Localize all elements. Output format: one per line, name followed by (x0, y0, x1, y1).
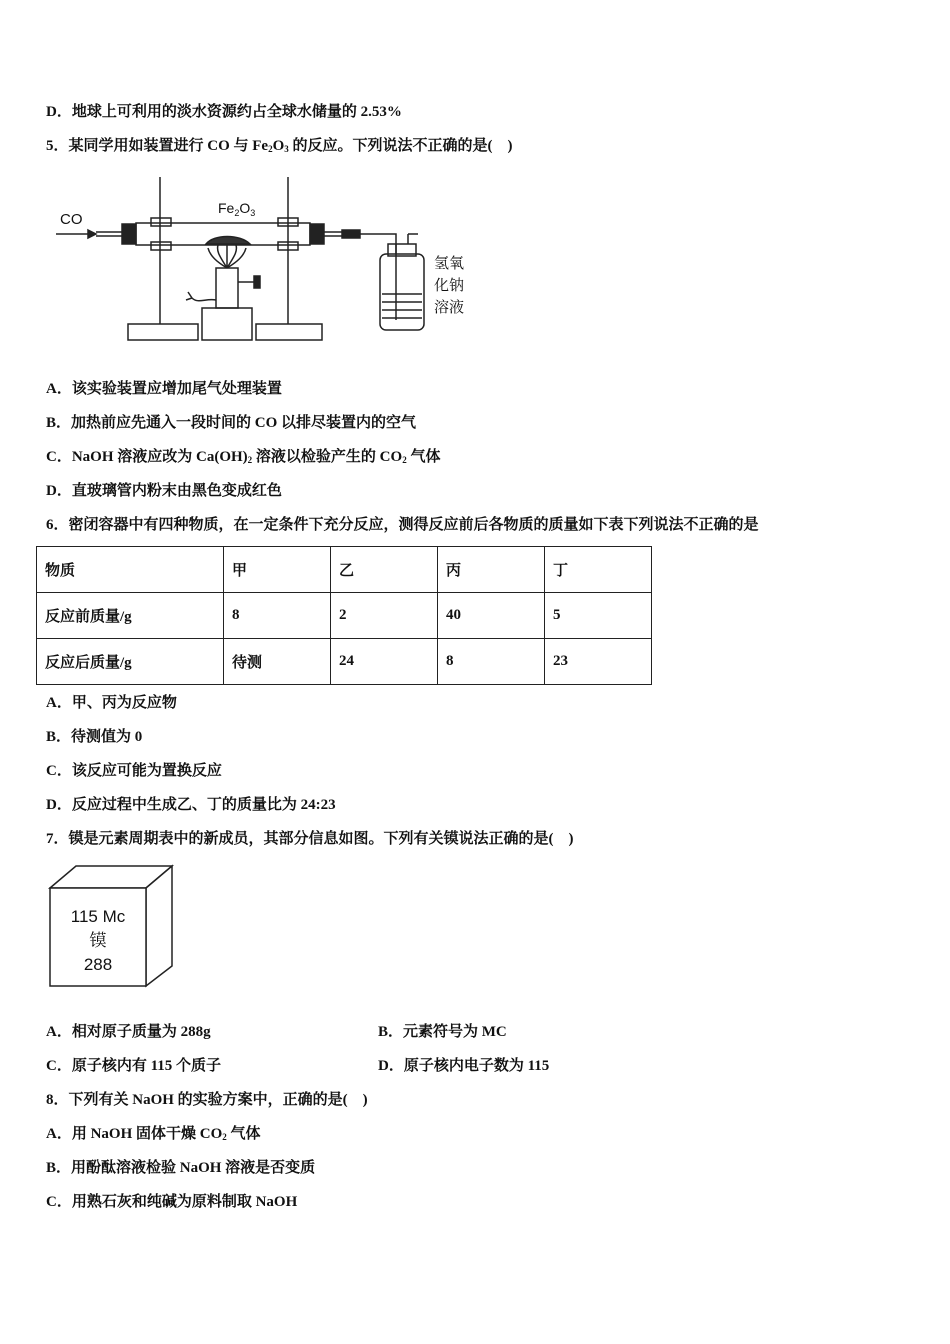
table-cell: 2 (331, 593, 438, 639)
q5-option-c-sub: 2 (402, 455, 407, 465)
q6-stem: 6．密闭容器中有四种物质，在一定条件下充分反应，测得反应前后各物质的质量如下表下列说法不正确的是 (46, 517, 759, 533)
table-cell: 待测 (224, 639, 331, 685)
q5-option-d: D．直玻璃管内粉末由黑色变成红色 (46, 483, 282, 499)
q5-stem-sub: 3 (284, 144, 289, 154)
right-stopper (310, 224, 324, 244)
table-cell: 丙 (438, 547, 545, 593)
q5-option-c-part: 气体 (406, 449, 441, 465)
q5-stem-part: 的反应。下列说法不正确的是( ) (288, 138, 513, 154)
element-mass: 288 (83, 955, 113, 974)
label-fe-sub: 2 (234, 208, 240, 218)
q8-option-a-sub: 2 (222, 1132, 227, 1142)
q5-option-b: B．加热前应先通入一段时间的 CO 以排尽装置内的空气 (46, 415, 417, 431)
table-cell: 反应前质量/g (37, 593, 224, 639)
table-cell: 5 (545, 593, 652, 639)
q5-stem-part: O (272, 138, 285, 154)
q8-option-a-part: A．用 NaOH 固体干燥 CO (46, 1126, 223, 1142)
q5-option-c-part: 溶液以检验产生的 CO (252, 449, 403, 465)
q5-option-c-part: C．NaOH 溶液应改为 Ca(OH) (46, 449, 248, 465)
q8-option-b: B．用酚酞溶液检验 NaOH 溶液是否变质 (46, 1160, 316, 1176)
left-stand-base (128, 324, 198, 340)
bottle-label-line1: 氢氧 (434, 255, 465, 272)
q5-stem (46, 136, 513, 159)
table-cell: 反应后质量/g (37, 639, 224, 685)
arrow-head (88, 230, 96, 238)
q6-option-c: C．该反应可能为置换反应 (46, 763, 222, 779)
q7-option-b: B．元素符号为 MC (378, 1024, 507, 1040)
q5-option-c-sub: 2 (247, 455, 253, 465)
table-cell: 8 (438, 639, 545, 685)
label-o: O (239, 200, 251, 216)
label-o-sub: 3 (250, 208, 256, 218)
label-fe2o3 (218, 200, 255, 218)
label-co: CO (60, 211, 83, 228)
q8-option-a-part: 气体 (226, 1126, 261, 1142)
burner-base (202, 308, 252, 340)
left-stopper (122, 224, 136, 244)
cube-side (146, 866, 172, 986)
label-fe: Fe (218, 200, 235, 216)
q5-option-c (46, 447, 440, 470)
table-cell: 丁 (545, 547, 652, 593)
table-cell: 乙 (331, 547, 438, 593)
table-cell: 40 (438, 593, 545, 639)
element-card-figure (46, 862, 176, 990)
q7-option-a: A．相对原子质量为 288g (46, 1024, 211, 1040)
table-cell: 23 (545, 639, 652, 685)
table-row (37, 639, 652, 685)
q8-option-a (46, 1124, 261, 1147)
q5-stem-part: 5．某同学用如装置进行 CO 与 Fe (46, 138, 269, 154)
q8-option-c: C．用熟石灰和纯碱为原料制取 NaOH (46, 1194, 298, 1210)
q6-option-b: B．待测值为 0 (46, 729, 143, 745)
q7-stem: 7．镆是元素周期表中的新成员，其部分信息如图。下列有关镆说法正确的是( ) (46, 831, 574, 847)
element-name: 镆 (89, 931, 107, 950)
table-header-row (37, 547, 652, 593)
q6-option-a: A．甲、丙为反应物 (46, 695, 177, 711)
bottle-label-line3: 溶液 (434, 299, 465, 316)
q8-stem: 8．下列有关 NaOH 的实验方案中，正确的是( ) (46, 1092, 368, 1108)
q4-option-d: D．地球上可利用的淡水资源约占全球水储量的 2.53% (46, 104, 402, 120)
q7-option-d: D．原子核内电子数为 115 (378, 1058, 550, 1074)
fe2o3-powder (206, 237, 250, 245)
mass-table (36, 546, 652, 685)
burner-barrel (216, 268, 238, 308)
q7-option-c: C．原子核内有 115 个质子 (46, 1058, 222, 1074)
right-stand-base (256, 324, 322, 340)
table-cell: 甲 (224, 547, 331, 593)
element-number-symbol: 115 Mc (70, 907, 126, 926)
q5-stem-sub: 2 (268, 144, 273, 154)
table-cell: 24 (331, 639, 438, 685)
table-row (37, 593, 652, 639)
co-reduction-apparatus-figure (56, 172, 486, 348)
table-cell: 物质 (37, 547, 224, 593)
bottle-label-line2: 化钠 (434, 277, 465, 294)
q6-option-d: D．反应过程中生成乙、丁的质量比为 24:23 (46, 797, 336, 813)
left-clamp (151, 218, 171, 226)
q5-option-a: A．该实验装置应增加尾气处理装置 (46, 381, 282, 397)
table-cell: 8 (224, 593, 331, 639)
